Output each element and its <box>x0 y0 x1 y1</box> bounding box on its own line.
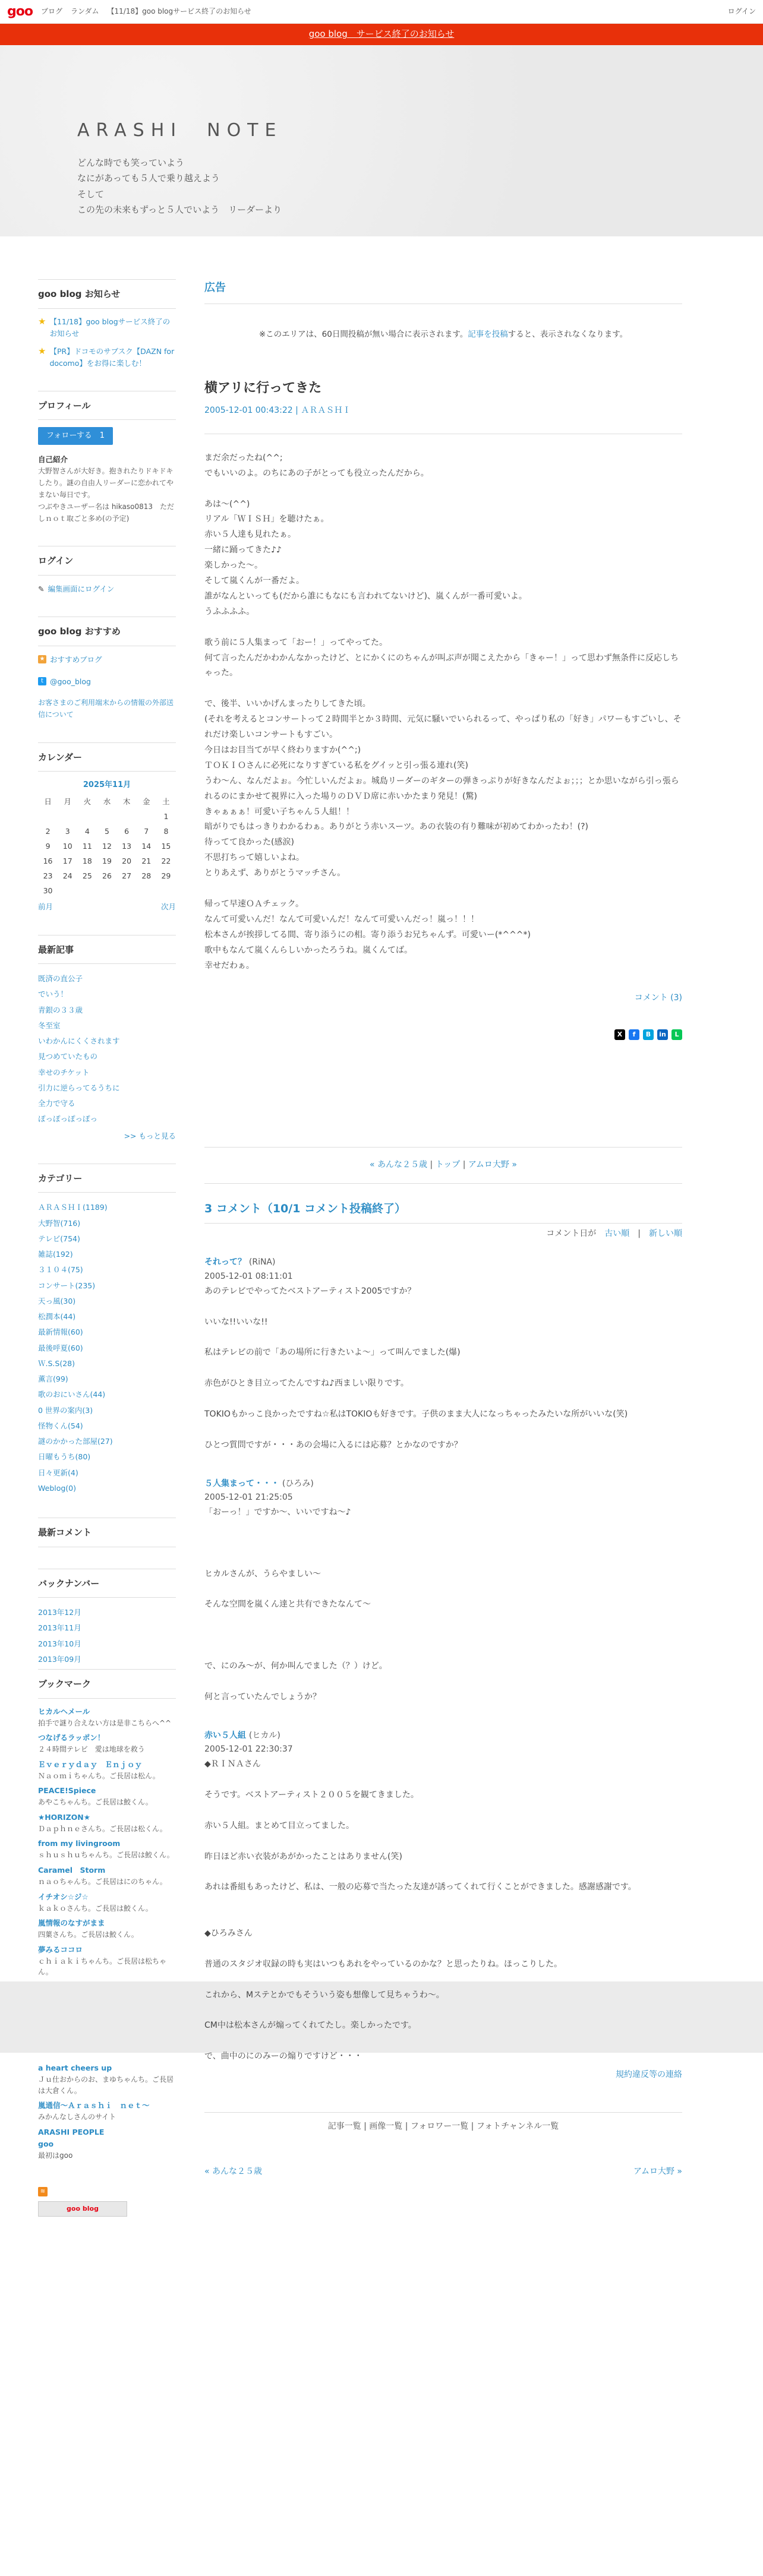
report-link[interactable]: 規約違反等の連絡 <box>616 2070 682 2080</box>
calendar-day[interactable]: 4 <box>84 827 90 836</box>
notice-item[interactable] <box>38 346 176 369</box>
category-link[interactable]: Ｗ.S.S(28) <box>38 1358 75 1368</box>
notice-link[interactable]: goo blog サービス終了のお知らせ <box>308 29 455 40</box>
category-link[interactable]: Weblog(0) <box>38 1483 77 1493</box>
backnumber-link[interactable]: 2013年11月 <box>38 1623 81 1633</box>
calendar-day <box>137 809 156 824</box>
bookmark-description: ｎａｏちゃんち。ご長居はにのちゃん。 <box>38 1878 167 1886</box>
calendar-day <box>58 809 77 824</box>
calendar-weekday: 火 <box>83 797 92 807</box>
calendar-day[interactable]: 23 <box>43 871 53 881</box>
calendar-day[interactable]: 29 <box>161 871 171 881</box>
calendar-day[interactable]: 2 <box>45 827 51 836</box>
calendar-day[interactable]: 11 <box>82 842 92 851</box>
comment-author: (ひろみ) <box>282 1478 314 1488</box>
ad-note-text: ※このエリアは、60日間投稿が無い場合に表示されます。 <box>258 329 468 339</box>
recent-post-link[interactable]: 既済の直公子 <box>38 974 83 984</box>
linkedin-share-icon[interactable]: in <box>657 1029 668 1040</box>
footer-post-nav <box>204 2165 682 2179</box>
bookmark-description: ｃｈｉａｋｉちゃんち。ご長居は松ちゃん。 <box>38 1957 167 1977</box>
bookmark-description: 最初はgoo <box>38 2151 73 2160</box>
calendar-day[interactable]: 5 <box>105 827 109 836</box>
bookmark-list <box>38 1706 176 1978</box>
comment-date: 2005-12-01 08:11:01 <box>204 1271 293 1281</box>
bookmark-link[interactable]: PEACE!Spiece <box>38 1786 96 1796</box>
comment-count-link[interactable]: コメント (3) <box>634 993 682 1003</box>
recommend-blog-link[interactable] <box>38 653 176 666</box>
sort-label: コメント日が <box>546 1229 597 1239</box>
goo-logo[interactable]: goo <box>7 4 33 19</box>
section-heading: ブックマーク <box>38 1669 176 1699</box>
calendar-weekday: 金 <box>143 797 150 807</box>
ad-note <box>204 328 682 342</box>
bookmark-section <box>38 1669 176 1978</box>
section-heading: カテゴリー <box>38 1164 176 1193</box>
recent-post-link[interactable]: 青銀の３３歳 <box>38 1005 83 1014</box>
calendar-day[interactable]: 8 <box>163 827 169 836</box>
category-link[interactable]: 最後呼夏(60) <box>38 1343 83 1352</box>
bookmark-link[interactable]: ARASHI PEOPLE <box>38 2127 105 2136</box>
calendar-day[interactable]: 3 <box>65 827 70 836</box>
prev-post-link[interactable]: « あんな２５歳 <box>370 1160 428 1170</box>
calendar-day[interactable]: 22 <box>161 856 171 866</box>
calendar-day[interactable]: 6 <box>124 827 130 836</box>
nav-service-end[interactable]: 【11/18】goo blogサービス終了のお知らせ <box>107 7 251 16</box>
category-list <box>38 1200 176 1496</box>
calendar-day <box>117 809 137 824</box>
recent-post-link[interactable]: 見つめていたもの <box>38 1052 98 1061</box>
calendar-day <box>77 809 97 824</box>
comment-list <box>204 1256 682 2062</box>
recent-post-link[interactable]: いわかんにくくされます <box>38 1036 120 1046</box>
bookmark-link[interactable]: ★HORIZON★ <box>38 1812 90 1822</box>
comment-date: 2005-12-01 22:30:37 <box>204 1744 293 1755</box>
post-body <box>204 451 682 974</box>
calendar-weekday: 月 <box>64 797 71 807</box>
calendar-table <box>38 794 176 898</box>
sidebar <box>38 279 176 1981</box>
calendar-day[interactable]: 24 <box>62 871 72 881</box>
calendar-weekday: 木 <box>122 797 131 807</box>
recent-posts-list <box>38 971 176 1127</box>
backnumber-section <box>38 1569 176 1664</box>
comment-title-link[interactable]: それって？ <box>204 1257 246 1268</box>
profile-section <box>38 391 176 525</box>
calendar-day <box>156 883 176 898</box>
recent-post-link[interactable]: でいう！ <box>38 990 68 999</box>
recent-post-link[interactable]: 引力に逆らってるうちに <box>38 1083 120 1092</box>
section-heading: プロフィール <box>38 391 176 421</box>
footer-next-link[interactable]: アムロ大野 » <box>633 2166 682 2176</box>
bookmark-description: 四葉さんち。ご長居は鮫くん。 <box>38 1930 138 1939</box>
follow-button[interactable]: フォローする 1 <box>38 427 113 445</box>
category-link[interactable]: コンサート(235) <box>38 1281 96 1290</box>
calendar-day[interactable]: 9 <box>45 842 51 851</box>
calendar-month: 2025年11月 <box>83 780 131 790</box>
line-share-icon[interactable]: L <box>671 1029 682 1040</box>
calendar-day[interactable]: 15 <box>161 842 171 851</box>
comment-author: (RiNA) <box>248 1257 276 1268</box>
goo-blog-badge[interactable]: goo blog <box>38 2201 127 2217</box>
bookmark-link[interactable]: Caramel Storm <box>38 1866 106 1875</box>
layout <box>0 279 763 2062</box>
backnumber-link[interactable]: 2013年09月 <box>38 1654 81 1664</box>
section-heading: ログイン <box>38 546 176 576</box>
calendar-day <box>77 883 97 898</box>
top-bar <box>0 0 763 24</box>
recent-comments-section <box>38 1518 176 1547</box>
post-meta: 2005-12-01 00:43:22 | ＡＲＡＳＨＩ <box>204 404 682 434</box>
recent-post-link[interactable]: ぽっぽっぽっぽっ <box>38 1114 98 1124</box>
category-link[interactable]: 最新情報(60) <box>38 1327 83 1337</box>
bookmark-link[interactable]: Ｅｖｅｒｙｄａｙ Ｅｎｊｏｙ <box>38 1759 143 1769</box>
bookmark-description: ｋａｋｏさんち。ご長居は鮫くん。 <box>38 1904 153 1913</box>
section-heading: 最新コメント <box>38 1518 176 1547</box>
footer-prev-link[interactable]: « あんな２５歳 <box>204 2166 263 2176</box>
calendar-day <box>97 809 116 824</box>
recent-posts-section <box>38 935 176 1142</box>
top-link[interactable]: トップ <box>435 1160 461 1170</box>
bookmark-link[interactable]: イチオシ☆ジ☆ <box>38 1892 89 1901</box>
category-link[interactable]: 松潤本(44) <box>38 1312 76 1322</box>
category-link[interactable]: 薫言(99) <box>38 1374 68 1384</box>
desc-line: この先の未来もずっと５人でいよう リーダーより <box>77 204 282 215</box>
notice-item[interactable] <box>38 316 176 340</box>
category-link[interactable]: 怪物くん(54) <box>38 1421 83 1430</box>
calendar-day[interactable]: 10 <box>62 842 72 851</box>
category-link[interactable]: 歌のおにいさん(44) <box>38 1390 106 1399</box>
calendar-day[interactable]: 13 <box>122 842 132 851</box>
edit-login-link[interactable] <box>38 583 176 595</box>
more-posts-link[interactable]: >> もっと見る <box>124 1131 176 1140</box>
bookmark-description: Ｄａｐｈｎｅさんち。ご長居は松くん。 <box>38 1824 167 1833</box>
bookmark-description: Ｊｕ仕おからのお、まゆちゃんち。ご長居は大倉くん。 <box>38 2075 174 2095</box>
blog-description <box>77 155 763 217</box>
calendar-day[interactable]: 30 <box>43 886 53 896</box>
calendar-weekday: 土 <box>162 797 170 807</box>
comment-date: 2005-12-01 21:25:05 <box>204 1493 293 1503</box>
post-category-link[interactable]: ＡＲＡＳＨＩ <box>301 405 351 415</box>
calendar-day[interactable]: 19 <box>102 856 112 866</box>
comment-sort: コメント日が 古い順 | 新しい順 <box>546 1229 682 1239</box>
nav-random[interactable]: ランダム <box>71 7 99 16</box>
comment-title <box>204 1729 682 1743</box>
category-link[interactable]: 日々更新(4) <box>38 1468 78 1477</box>
comment-author: (ヒカル) <box>248 1730 280 1740</box>
comment-title <box>204 1256 682 1270</box>
calendar-day <box>97 883 116 898</box>
category-section <box>38 1164 176 1496</box>
calendar-day <box>58 883 77 898</box>
desc-line: どんな時でも笑っていよう <box>77 157 185 168</box>
star-icon: ★ <box>38 345 46 356</box>
sort-oldest-link[interactable]: 古い順 <box>604 1229 630 1239</box>
desc-line: そして <box>77 188 105 200</box>
section-heading: goo blog おすすめ <box>38 617 176 646</box>
post-paragraph: まだ余だったね(^^; でもいいのよ。のちにあの子がとっても役立ったんだから。 <box>204 453 429 478</box>
calendar-day <box>38 809 58 824</box>
notice-link[interactable]: 【PR】ドコモのサブスク【DAZN for docomo】をお得に楽しむ！ <box>49 346 175 368</box>
calendar-day[interactable]: 26 <box>102 871 112 881</box>
bookmark-link[interactable]: 嵐通信～Ａｒａｓｈｉ ｎｅｔ～ <box>38 2101 150 2110</box>
bookmark-link[interactable]: 嵐情報のなすがまま <box>38 1918 105 1928</box>
comments-heading: 3 コメント（10/1 コメント投稿終了） <box>204 1199 682 1224</box>
bookmark-link[interactable]: from my livingroom <box>38 1839 121 1848</box>
desc-line: なにがあっても５人で乗り越えよう <box>77 173 220 184</box>
calendar-day[interactable]: 7 <box>144 827 149 836</box>
footer-badges <box>38 2187 176 2217</box>
calendar-day[interactable]: 20 <box>122 856 132 866</box>
calendar-day[interactable]: 18 <box>82 856 92 866</box>
calendar-day[interactable]: 1 <box>163 812 169 821</box>
post-paragraph: で、後半、いいかげんまったりしてきた頃。 (それを考えるとコンサートって２時間半とか３時間、元気に騒いでいられるって、やっぱり私の「好き」パワーもすごいし、それだけ楽しいコンサートもすごい。 今日はお目当てが早く終わりますか(^^;) ＴＯＫＩＯさんに必死になりすぎている私をグイッと引っ張る連れ(笑) うわ～ん、なんだよぉ。今忙しいんだよぉ。城島リーダーのギターの弾きっぷりが好きなんだよぉ；；；とか思いながら引っ張られるのにまかせて視界に入った場りのＤＶＤ席に赤いかたまり発見！(驚) きゃぁぁぁ！可愛い子ちゃん５人組！！ 暗がりでもはっきりわかるわぁ。ありがとう赤いスーツ。あの衣装の有り難味が初めてわかったわ！(?) 待ってて良かった(感涙) 不思打ちって嬉しいよね。 とりあえず、ありがとうマッチさん。 <box>204 699 682 878</box>
bookmark-description: ２４時間テレビ 愛は地球を救う <box>38 1745 145 1754</box>
post-date: 2005-12-01 00:43:22 <box>204 405 293 415</box>
calendar-day <box>137 883 156 898</box>
self-intro-heading: 自己紹介 <box>38 455 68 464</box>
comment-body: あのテレビでやってたベストアーティスト2005ですか？ いいな!!いいな!! 私はテレビの前で「あの場所に行きたいよ～」って叫んでました(爆) 赤色がひとき目立ってたんですね♪西ましい限りです。 TOKIOもかっこ良かったですね☆私はTOKIOも好きです。子供のまま大人になっちゃったみたいな所がいいな(笑) ひとつ質問ですが・・・あの会場に入るには応募？とかなのですか？ <box>204 1286 628 1450</box>
next-month-link[interactable]: 次月 <box>160 902 176 912</box>
facebook-share-icon[interactable]: f <box>629 1029 639 1040</box>
external-data-link[interactable]: お客さまのご利用端末からの情報の外部送信について <box>38 698 174 719</box>
section-heading: カレンダー <box>38 742 176 772</box>
section-heading: 最新記事 <box>38 935 176 965</box>
footer <box>0 2053 763 2217</box>
next-post-link[interactable]: アムロ大野 » <box>468 1160 517 1170</box>
category-link[interactable]: ３１０４(75) <box>38 1265 83 1275</box>
nav-blog[interactable]: ブログ <box>40 7 62 16</box>
comment-body: 「おーっ！」ですか～、いいですね～♪ ヒカルさんが、うらやましい～ そんな空間を嵐くん達と共有できたなんて～ で、にのみ～が、何か叫んでました（？）けど。 何と言っていたんでしょうか？ <box>204 1507 387 1702</box>
comment-body: ◆ＲＩＮＡさん そうです。ベストアーティスト２００５を観てきました。 赤い５人組。まとめて目立ってました。 昨日ほど赤い衣装があがかったことはありません(笑) あれは番組もあったけど、私は、一般の応募で当たった友達が誘ってくれて行くことができました。感謝感謝です。 ◆ひろみさん 普通のスタジオ収録の時も実はいつもあれをやっているのかな？と思ったりね。ほっこりした。 これから、Mステとかでもそういう姿も想像して見ちゃうわ～。 CM中は松本さんが煽ってくれてたし。楽しかったです。 で、曲中のにのみーの煽りですけど・・・ <box>204 1759 636 2062</box>
calendar-day[interactable]: 16 <box>43 856 53 866</box>
share-buttons <box>204 1029 682 1040</box>
bookmark-description: みかんなしさんのサイト <box>38 2113 116 2122</box>
recent-post-link[interactable]: 幸せのチケット <box>38 1067 90 1077</box>
post-paragraph: あは～(^^) リアル「ＷＩＳＨ」を聴けたぁ。 赤い５人達も見れたぁ。 一緒に踊ってきた♪♪ 楽しかった～。 そして嵐くんが一番だよ。 誰がなんといっても(だから誰にもなにも言われてないけど)、嵐くんが一番可愛いよ。 うふふふふ。 <box>204 499 527 617</box>
twitter-icon: t <box>38 677 46 685</box>
prev-month-link[interactable]: 前月 <box>38 902 53 912</box>
sort-newest-link[interactable]: 新しい順 <box>649 1229 682 1239</box>
calendar-nav <box>38 900 176 913</box>
footer-sidebar <box>38 2053 176 2217</box>
calendar-day[interactable]: 25 <box>82 871 92 881</box>
bookmark-link[interactable]: 夢みるココロ <box>38 1945 83 1954</box>
bookmark-link[interactable]: ヒカルヘメール <box>38 1706 90 1716</box>
ad-note-text: すると、表示されなくなります。 <box>507 329 628 339</box>
calendar-day[interactable]: 28 <box>141 871 152 881</box>
twitter-label[interactable]: @goo_blog <box>50 677 91 686</box>
bookmark-list-continued <box>38 2062 176 2161</box>
recent-post-link[interactable]: 全力で守る <box>38 1099 75 1108</box>
blog-title[interactable]: ARASHI NOTE <box>77 120 283 141</box>
backnumber-link[interactable]: 2013年10月 <box>38 1639 81 1648</box>
category-link[interactable]: 日曜もうち(80) <box>38 1452 91 1462</box>
post-paragraph: 歌う前に５人集まって「おー！」ってやってた。 何て言ったんだかわかんなかったけど、とにかくにのちゃんが叫ぶ声が聞こえたから「きゃー！」って思わず無条件に反応しちゃった。 <box>204 637 679 678</box>
post-article-link[interactable]: 記事を投稿 <box>468 329 508 339</box>
blog-header <box>0 45 763 236</box>
x-share-icon[interactable]: X <box>614 1029 625 1040</box>
calendar-weekday: 水 <box>103 797 111 807</box>
category-link[interactable]: 大野智(716) <box>38 1218 81 1228</box>
pencil-icon: ✎ <box>38 584 45 593</box>
notice-bar <box>0 24 763 45</box>
recommend-section <box>38 617 176 721</box>
backnumber-list <box>38 1605 176 1664</box>
hatena-share-icon[interactable]: B <box>643 1029 654 1040</box>
comment-title <box>204 1477 682 1491</box>
edit-login-label[interactable]: 編集画面にログイン <box>48 584 115 593</box>
category-link[interactable]: 謎のかかった部屋(27) <box>38 1437 113 1446</box>
ad-heading: 広告 <box>204 279 682 304</box>
calendar-day[interactable]: 17 <box>62 856 72 866</box>
category-link[interactable]: 天っ風(30) <box>38 1296 76 1306</box>
bookmark-description: 拍手で謎り合えない方は是非こちらへ^^ <box>38 1718 172 1727</box>
post-paragraph: 帰って早速ＯＡチェック。 なんて可愛いんだ！なんて可愛いんだ！なんて可愛いんだっ！嵐っ！！！ 松本さんが挨拶してる間、寄り添うにの相。寄り添うお兄ちゃんず。可愛いー(*^^^*) 歌中もなんて嵐くんらしいかったろうね。嵐くんてば。 幸せだわぁ。 <box>204 899 531 971</box>
section-heading: バックナンバー <box>38 1569 176 1598</box>
bookmark-link[interactable]: つなげるラッポン！ <box>38 1733 105 1743</box>
category-link[interactable]: 0 世界の案内(3) <box>38 1405 93 1415</box>
backnumber-link[interactable]: 2013年12月 <box>38 1608 81 1617</box>
notice-link[interactable]: 【11/18】goo blogサービス終了のお知らせ <box>49 317 171 338</box>
calendar-day[interactable]: 14 <box>141 842 152 851</box>
calendar-section <box>38 742 176 914</box>
rss-icon[interactable]: ≋ <box>38 2187 48 2196</box>
post-navigation: « あんな２５歳 | トップ | アムロ大野 » <box>204 1147 682 1184</box>
bookmark-description: Ｎａｏｍｉちゃんち。ご長居は松ん。 <box>38 1771 160 1780</box>
comment-title-link[interactable]: 赤い５人組 <box>204 1730 246 1740</box>
footer-main <box>204 2053 682 2217</box>
top-nav <box>41 5 251 17</box>
top-login-link[interactable]: ログイン <box>727 7 756 16</box>
recommend-blog-label[interactable]: おすすめブログ <box>50 655 102 664</box>
category-link[interactable]: 雑誌(192) <box>38 1250 73 1259</box>
bookmark-link[interactable]: a heart cheers up <box>38 2063 112 2073</box>
notice-section <box>38 279 176 369</box>
footer-links[interactable]: 記事一覧 | 画像一覧 | フォロワー一覧 | フォトチャンネル一覧 <box>204 2112 682 2141</box>
recent-post-link[interactable]: 冬至室 <box>38 1020 61 1030</box>
bookmark-description: あやこちゃんち。ご長居は鮫くん。 <box>38 1798 153 1807</box>
calendar-weekday: 日 <box>44 797 52 807</box>
bookmark-description: ｓｈｕｓｈｕちゃんち。ご長居は鮫くん。 <box>38 1851 174 1860</box>
blog-icon: ★ <box>38 655 46 663</box>
login-section <box>38 546 176 595</box>
twitter-link[interactable] <box>38 675 176 688</box>
post-title[interactable]: 横アリに行ってきた <box>204 380 322 396</box>
calendar-day[interactable]: 12 <box>102 842 112 851</box>
main-content <box>204 279 682 2062</box>
section-heading: goo blog お知らせ <box>38 279 176 309</box>
bookmark-link[interactable]: goo <box>38 2139 54 2148</box>
star-icon: ★ <box>38 315 46 327</box>
calendar-day[interactable]: 21 <box>141 856 152 866</box>
calendar-day[interactable]: 27 <box>122 871 132 881</box>
category-link[interactable]: テレビ(754) <box>38 1234 80 1243</box>
self-intro-text: 大野智さんが大好き。抱きれたりドキドキしたり。謎の自由人リーダーに恋かれてやまない毎日です。 つぶやきユーザー名は hikaso0813 ただしｎｏｔ取ごと多め(の予定) <box>38 467 174 523</box>
category-link[interactable]: ＡＲＡＳＨＩ(1189) <box>38 1203 108 1212</box>
calendar-day <box>117 883 137 898</box>
comment-title-link[interactable]: ５人集まって・・・ <box>204 1478 279 1488</box>
